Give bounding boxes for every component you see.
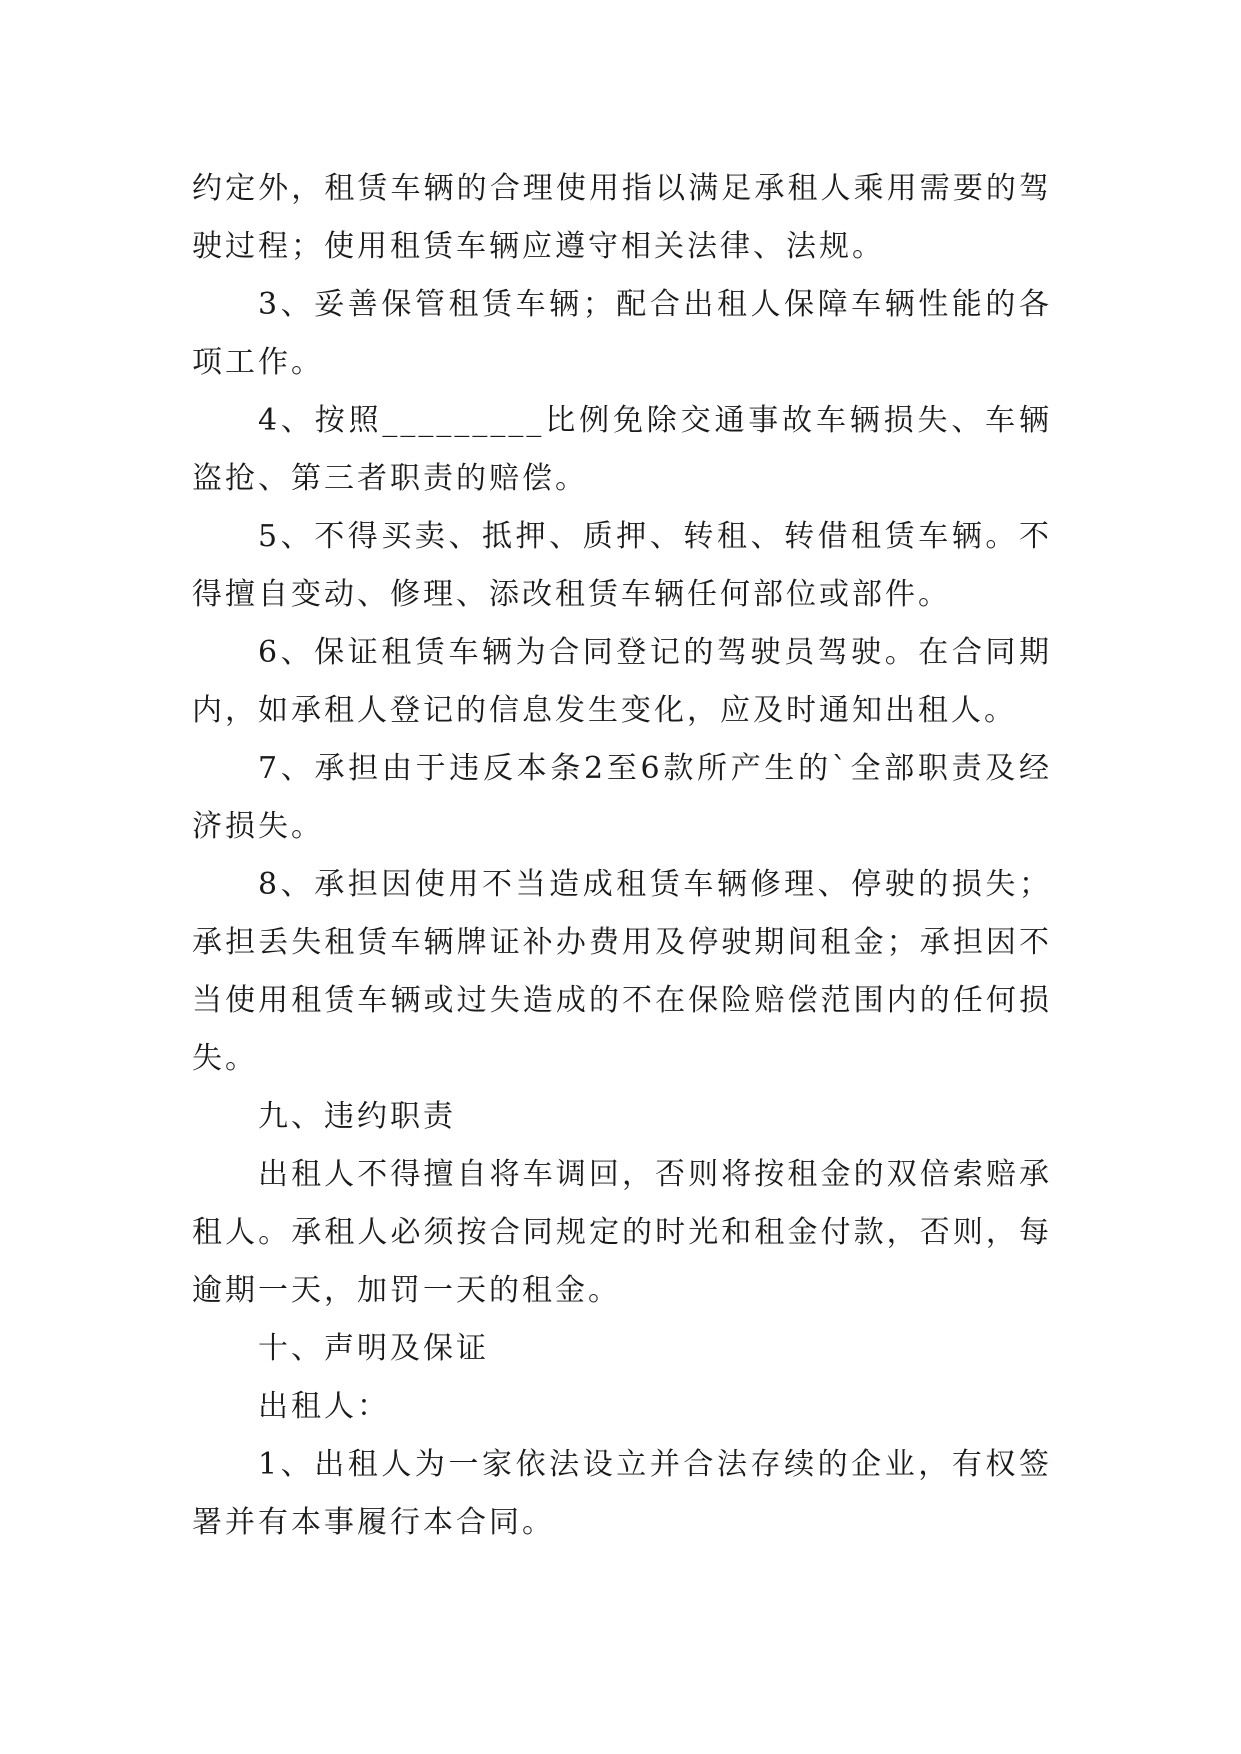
paragraph-breach-terms: 出租人不得擅自将车调回，否则将按租金的双倍索赔承租人。承租人必须按合同规定的时光和租金付款，否则，每逾期一天，加罚一天的租金。 xyxy=(192,1157,1052,1308)
party-label-lessor: 出租人： xyxy=(258,1389,390,1424)
paragraph-clause-6: 6、保证租赁车辆为合同登记的驾驶员驾驶。在合同期内，如承租人登记的信息发生变化，应及时通知出租人。 xyxy=(192,635,1052,728)
paragraph-clause-3: 3、妥善保管租赁车辆；配合出租人保障车辆性能的各项工作。 xyxy=(192,287,1052,380)
paragraph-clause-8: 8、承担因使用不当造成租赁车辆修理、停驶的损失；承担丢失租赁车辆牌证补办费用及停驶期间租金；承担因不当使用租赁车辆或过失造成的不在保险赔偿范围内的任何损失。 xyxy=(192,867,1052,1076)
section-heading-breach: 九、违约职责 xyxy=(258,1099,456,1134)
document-body xyxy=(192,160,1052,1552)
section-heading-declarations: 十、声明及保证 xyxy=(258,1331,489,1366)
paragraph-clause-4: 4、按照_________比例免除交通事故车辆损失、车辆盗抢、第三者职责的赔偿。 xyxy=(192,403,1052,496)
paragraph-usage-continuation: 约定外，租赁车辆的合理使用指以满足承租人乘用需要的驾驶过程；使用租赁车辆应遵守相关法律、法规。 xyxy=(192,171,1052,264)
paragraph-clause-5: 5、不得买卖、抵押、质押、转租、转借租赁车辆。不得擅自变动、修理、添改租赁车辆任何部位或部件。 xyxy=(192,519,1052,612)
paragraph-clause-7: 7、承担由于违反本条2至6款所产生的`全部职责及经济损失。 xyxy=(192,751,1052,844)
paragraph-lessor-declaration-1: 1、出租人为一家依法设立并合法存续的企业，有权签署并有本事履行本合同。 xyxy=(192,1447,1052,1540)
